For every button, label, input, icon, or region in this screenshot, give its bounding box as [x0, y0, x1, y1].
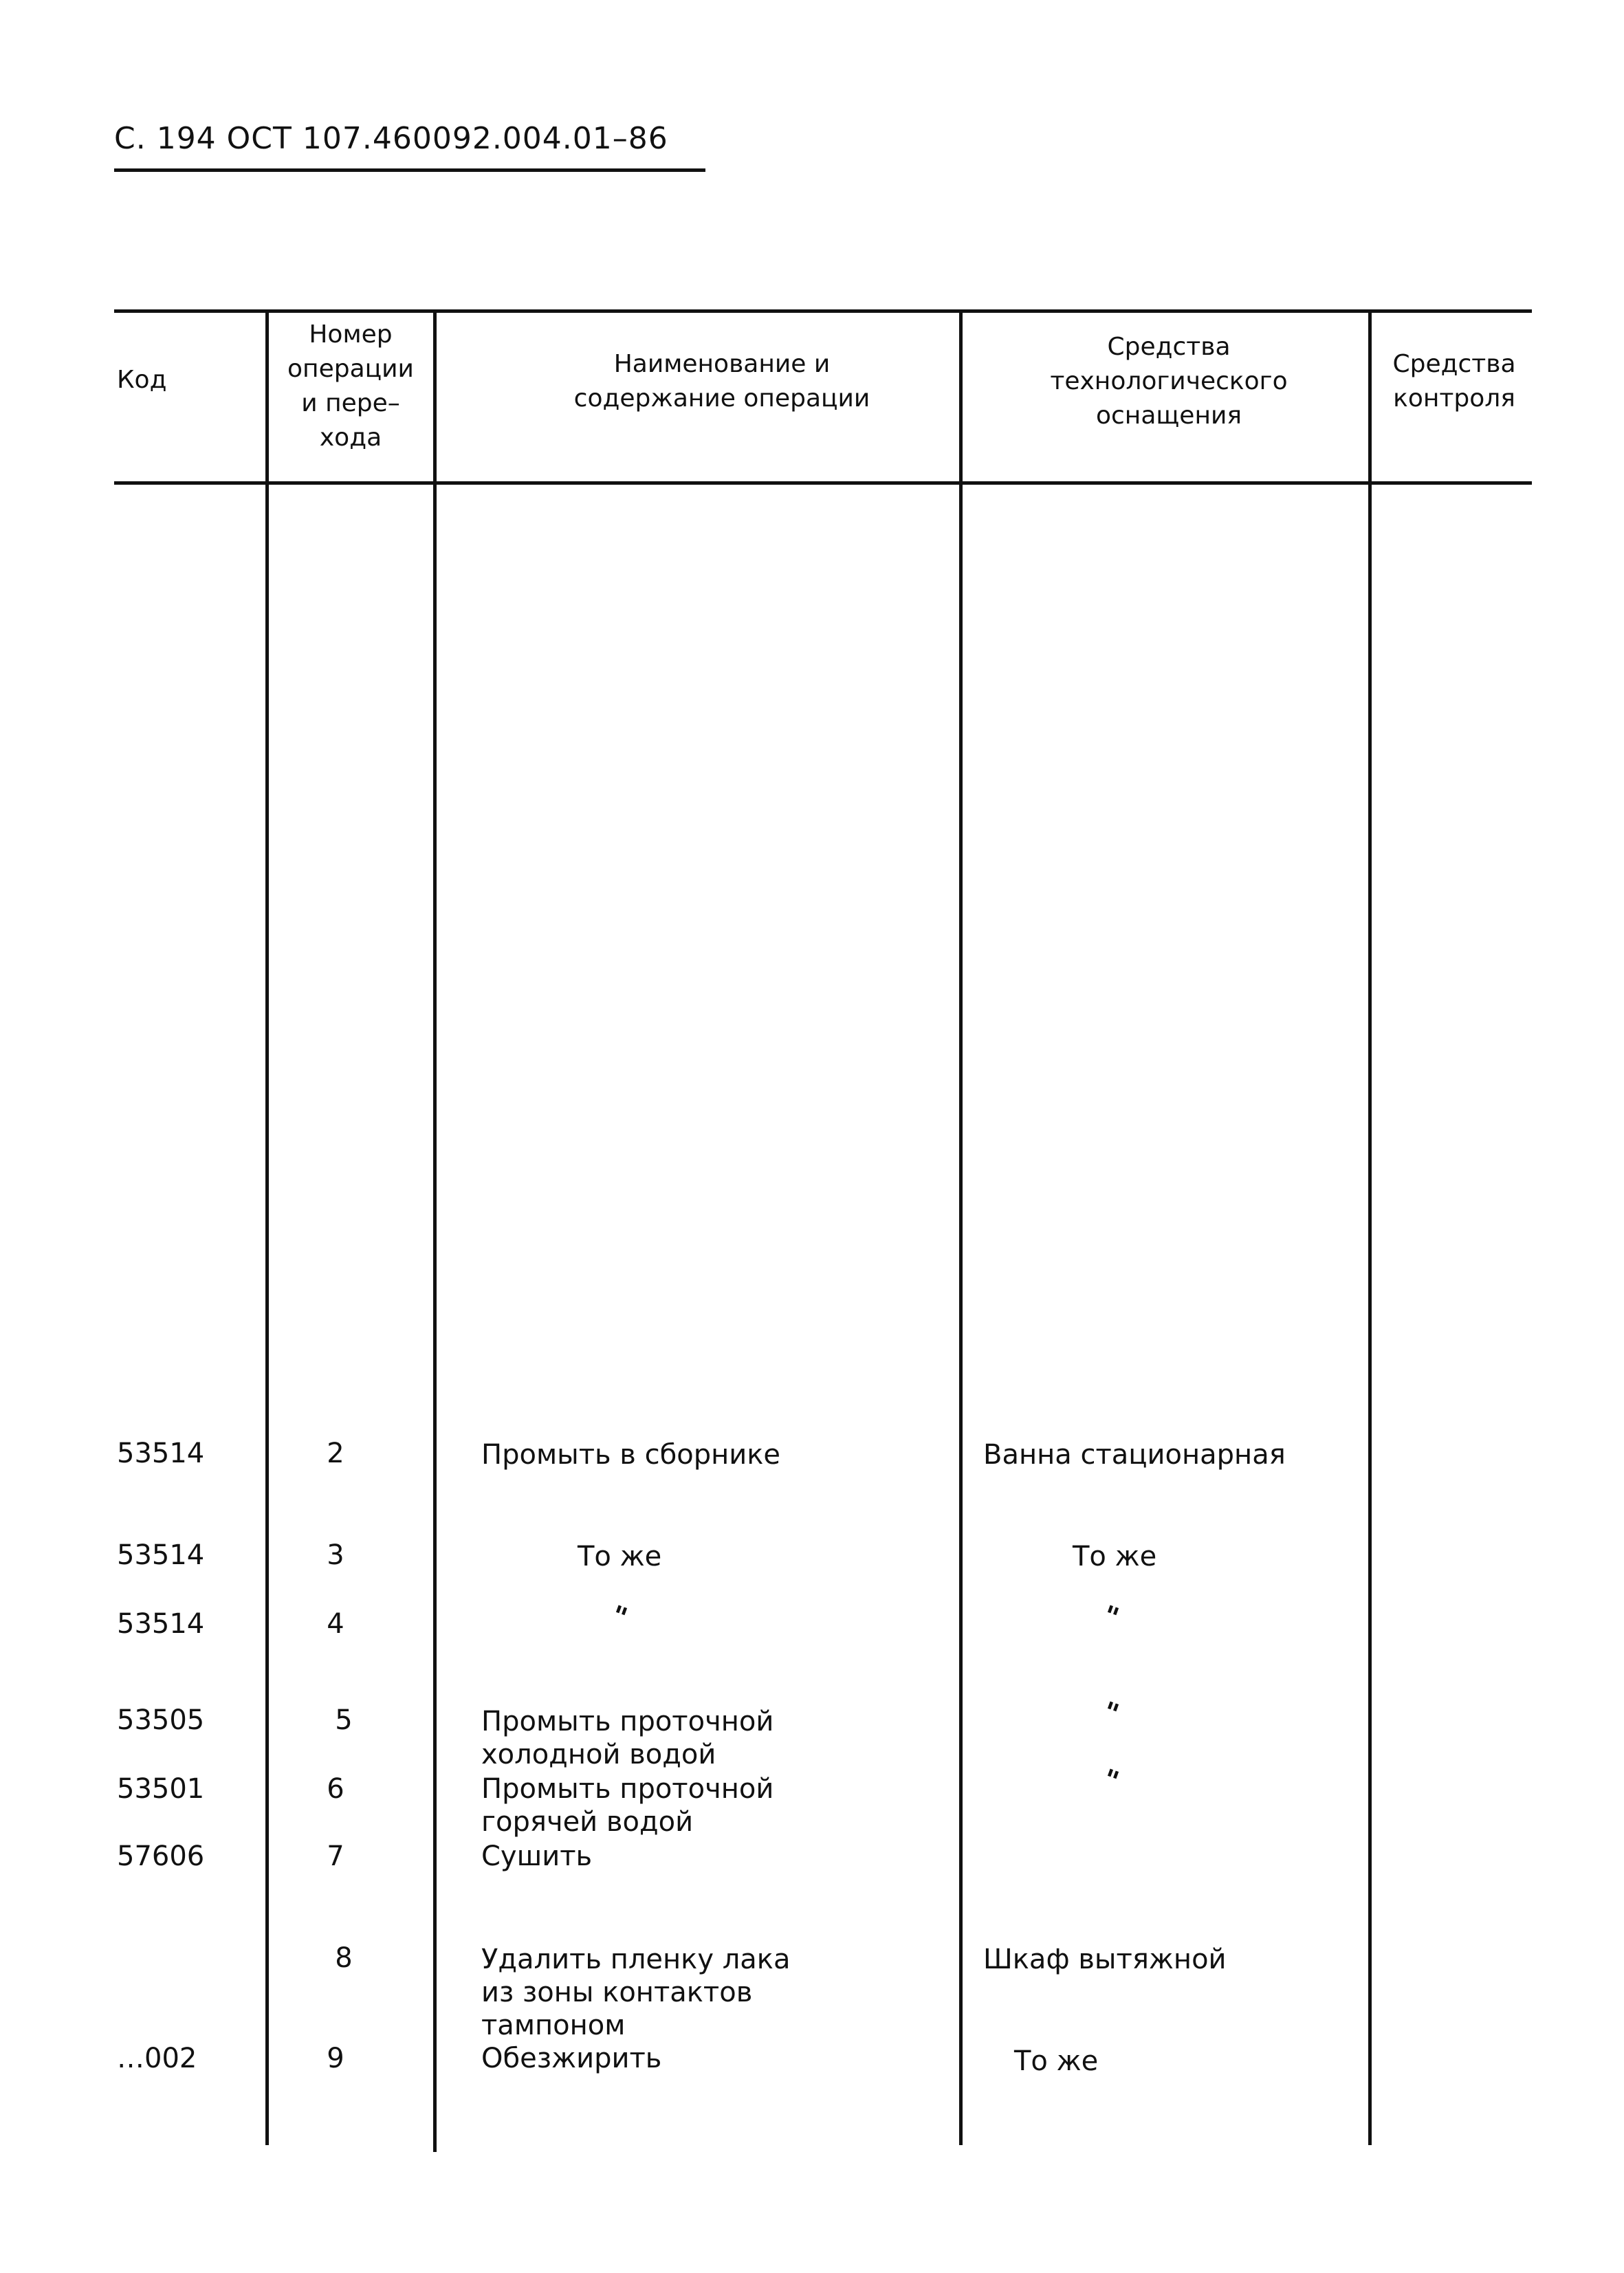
row-operation-ditto: " — [606, 1599, 632, 1635]
row-equipment-ditto: " — [1098, 1763, 1123, 1799]
row-operation: Обезжирить — [481, 2043, 662, 2074]
header-control: Средства контроля — [1392, 350, 1516, 413]
row-number: 8 — [335, 1942, 353, 1974]
row-operation: Промыть в сборнике — [481, 1439, 781, 1471]
row-number: 3 — [327, 1539, 344, 1571]
row-number: 6 — [327, 1773, 344, 1805]
column-divider-4 — [1368, 309, 1372, 2145]
row-code: 53514 — [117, 1438, 205, 1469]
row-operation: То же — [578, 1541, 662, 1572]
row-number: 2 — [327, 1438, 344, 1469]
row-equipment: То же — [1014, 2045, 1099, 2077]
row-equipment-ditto: " — [1098, 1695, 1123, 1731]
table-header-rule — [114, 481, 1532, 485]
row-number: 4 — [327, 1608, 344, 1640]
row-operation: Промыть проточной горячей водой — [481, 1773, 774, 1838]
row-code: 53505 — [117, 1704, 205, 1736]
row-code: 57606 — [117, 1841, 205, 1872]
row-code: 53514 — [117, 1539, 205, 1571]
row-operation: Сушить — [481, 1841, 593, 1872]
row-operation: Промыть проточной холодной водой — [481, 1706, 774, 1770]
header-underline — [114, 168, 705, 172]
row-equipment-ditto: " — [1098, 1599, 1123, 1635]
row-number: 7 — [327, 1841, 344, 1872]
header-number: Номер операции и пере– хода — [287, 320, 414, 452]
header-equipment: Средства технологического оснащения — [1050, 333, 1288, 430]
row-operation: Удалить пленку лака из зоны контактов тампоном — [481, 1944, 791, 2041]
column-divider-3 — [959, 309, 963, 2145]
column-divider-2 — [433, 309, 437, 2152]
row-number: 9 — [327, 2043, 344, 2074]
row-code: 53514 — [117, 1608, 205, 1640]
row-equipment: Ванна стационарная — [983, 1439, 1286, 1471]
row-number: 5 — [335, 1704, 353, 1736]
table-top-rule — [114, 309, 1532, 313]
header-code: Код — [117, 366, 167, 394]
row-code: …002 — [117, 2043, 197, 2074]
page-header: С. 194 ОСТ 107.460092.004.01–86 — [114, 121, 668, 156]
header-name: Наименование и содержание операции — [573, 350, 870, 413]
row-code: 53501 — [117, 1773, 205, 1805]
row-equipment: То же — [1073, 1541, 1157, 1572]
row-equipment: Шкаф вытяжной — [983, 1944, 1227, 1975]
